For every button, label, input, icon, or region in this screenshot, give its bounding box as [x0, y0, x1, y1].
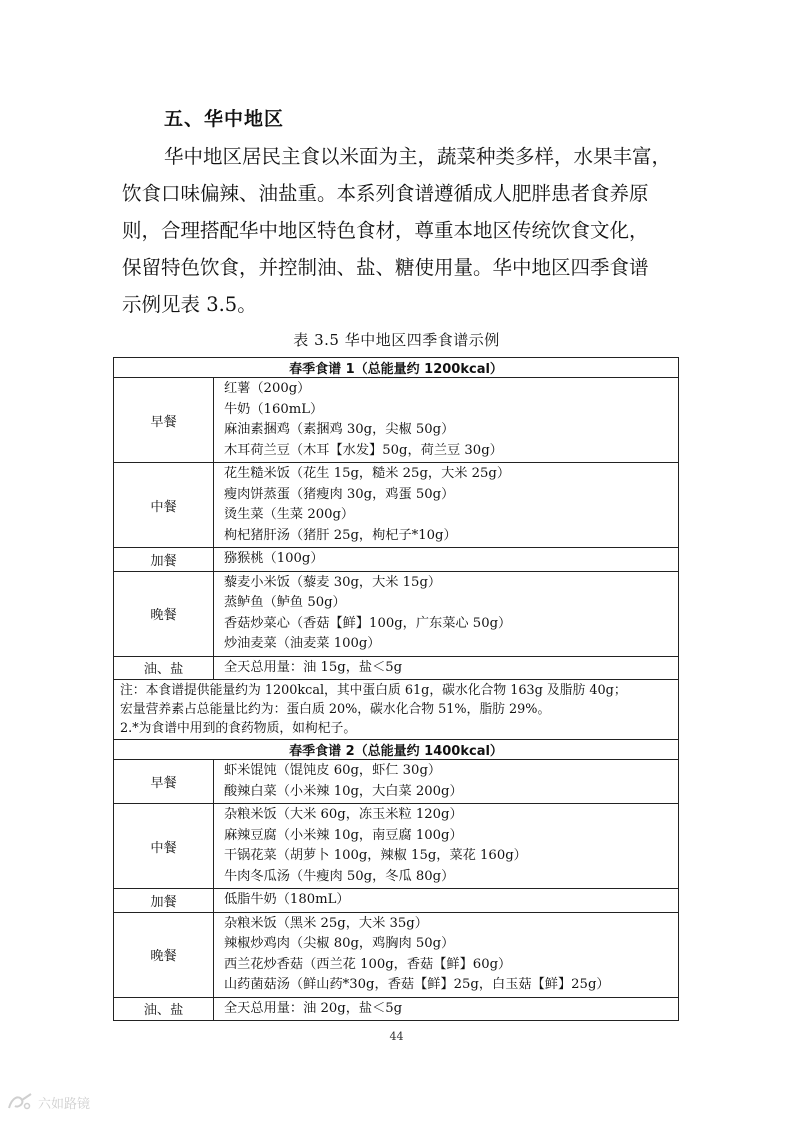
intro-line: 饮食口味偏辣、油盐重。本系列食谱遵循成人肥胖患者食养原 — [122, 182, 649, 205]
pen-logo-icon — [6, 1091, 34, 1113]
menu2-lunch-row — [114, 804, 679, 889]
meal-label: 加餐 — [114, 548, 214, 572]
food-item: 炒油麦菜（油麦菜 100g） — [224, 636, 381, 651]
food-item: 酸辣白菜（小米辣 10g，大白菜 200g） — [224, 783, 463, 799]
food-item: 红薯（200g） — [224, 381, 311, 396]
meal-items — [214, 571, 679, 656]
menu1-dinner-row — [114, 571, 679, 656]
section-title: 五、华中地区 — [164, 108, 285, 130]
food-item: 山药菌菇汤（鲜山药*30g，香菇【鲜】25g，白玉菇【鲜】25g） — [224, 977, 610, 992]
meal-items — [214, 997, 679, 1021]
food-item: 麻油素捆鸡（素捆鸡 30g，尖椒 50g） — [224, 422, 455, 437]
menu1-oil-salt-row — [114, 656, 679, 680]
watermark-text: 六如路镜 — [38, 1096, 91, 1112]
food-item: 杂粮米饭（黑米 25g，大米 35g） — [224, 915, 428, 931]
meal-items — [214, 656, 679, 680]
menu2-dinner-row — [114, 912, 679, 997]
note-line: 宏量营养素占总能量比约为：蛋白质 20%，碳水化合物 51%，脂肪 29%。 — [120, 702, 551, 717]
food-item: 蒸鲈鱼（鲈鱼 50g） — [224, 595, 346, 610]
meal-items — [214, 912, 679, 997]
food-item: 瘦肉饼蒸蛋（猪瘦肉 30g，鸡蛋 50g） — [224, 486, 455, 502]
meal-items — [214, 760, 679, 804]
meal-label: 早餐 — [114, 760, 214, 804]
food-item: 西兰花炒香菇（西兰花 100g，香菇【鲜】60g） — [224, 956, 512, 972]
food-item: 虾米馄饨（馄饨皮 60g，虾仁 30g） — [224, 763, 442, 778]
food-item: 藜麦小米饭（藜麦 30g，大米 15g） — [224, 574, 442, 590]
meal-label: 油、盐 — [114, 656, 214, 680]
meal-label: 中餐 — [114, 804, 214, 889]
food-item: 杂粮米饭（大米 60g，冻玉米粒 120g） — [224, 807, 463, 822]
food-item: 牛奶（160mL） — [224, 401, 324, 417]
food-item: 烫生菜（生菜 200g） — [224, 507, 355, 522]
meal-items — [214, 378, 679, 463]
meal-label: 早餐 — [114, 378, 214, 463]
note-line: 2.*为食谱中用到的食药物质，如枸杞子。 — [120, 721, 357, 736]
meal-label: 晚餐 — [114, 912, 214, 997]
intro-line: 示例见表 3.5。 — [122, 293, 257, 316]
menu1-header: 春季食谱 1（总能量约 1200kcal） — [114, 358, 679, 378]
intro-line: 保留特色饮食，并控制油、盐、糖使用量。华中地区四季食谱 — [122, 256, 649, 279]
menu1-notes — [114, 680, 679, 740]
menu1-notes-row — [114, 680, 679, 740]
food-item: 香菇炒菜心（香菇【鲜】100g，广东菜心 50g） — [224, 615, 512, 631]
table-caption: 表 3.5 华中地区四季食谱示例 — [293, 331, 500, 349]
food-item: 木耳荷兰豆（木耳【水发】50g，荷兰豆 30g） — [224, 442, 503, 458]
intro-line: 华中地区居民主食以米面为主，蔬菜种类多样，水果丰富， — [164, 145, 672, 168]
menu1-header-row — [114, 358, 679, 378]
menu2-header-row — [114, 740, 679, 760]
menu2-header: 春季食谱 2（总能量约 1400kcal） — [114, 740, 679, 760]
note-line: 注：本食谱提供能量约为 1200kcal，其中蛋白质 61g，碳水化合物 163g 及脂肪 40g； — [120, 683, 627, 698]
meal-items — [214, 463, 679, 548]
menu1-snack-row — [114, 548, 679, 572]
menu2-snack-row — [114, 889, 679, 913]
meal-label: 中餐 — [114, 463, 214, 548]
watermark — [6, 1091, 90, 1113]
oil-salt-value: 全天总用量：油 15g，盐＜5g — [224, 659, 403, 675]
food-item: 低脂牛奶（180mL） — [224, 892, 350, 907]
food-item: 猕猴桃（100g） — [224, 551, 324, 566]
menu2-breakfast-row — [114, 760, 679, 804]
menu1-lunch-row — [114, 463, 679, 548]
food-item: 麻辣豆腐（小米辣 10g，南豆腐 100g） — [224, 827, 463, 843]
menu-table — [113, 357, 679, 1021]
meal-items — [214, 548, 679, 572]
food-item: 花生糙米饭（花生 15g，糙米 25g，大米 25g） — [224, 466, 511, 481]
intro-line: 则，合理搭配华中地区特色食材，尊重本地区传统饮食文化， — [122, 219, 649, 242]
food-item: 牛肉冬瓜汤（牛瘦肉 50g，冬瓜 80g） — [224, 868, 455, 884]
food-item: 干锅花菜（胡萝卜 100g，辣椒 15g，菜花 160g） — [224, 848, 527, 863]
oil-salt-value: 全天总用量：油 20g，盐＜5g — [224, 1000, 403, 1016]
menu2-oil-salt-row — [114, 997, 679, 1021]
food-item: 枸杞猪肝汤（猪肝 25g，枸杞子*10g） — [224, 527, 457, 543]
intro-paragraph — [122, 138, 700, 323]
meal-items — [214, 889, 679, 913]
meal-label: 加餐 — [114, 889, 214, 913]
page-number: 44 — [389, 1030, 404, 1043]
food-item: 辣椒炒鸡肉（尖椒 80g，鸡胸肉 50g） — [224, 936, 455, 951]
meal-items — [214, 804, 679, 889]
meal-label: 油、盐 — [114, 997, 214, 1021]
menu1-breakfast-row — [114, 378, 679, 463]
meal-label: 晚餐 — [114, 571, 214, 656]
